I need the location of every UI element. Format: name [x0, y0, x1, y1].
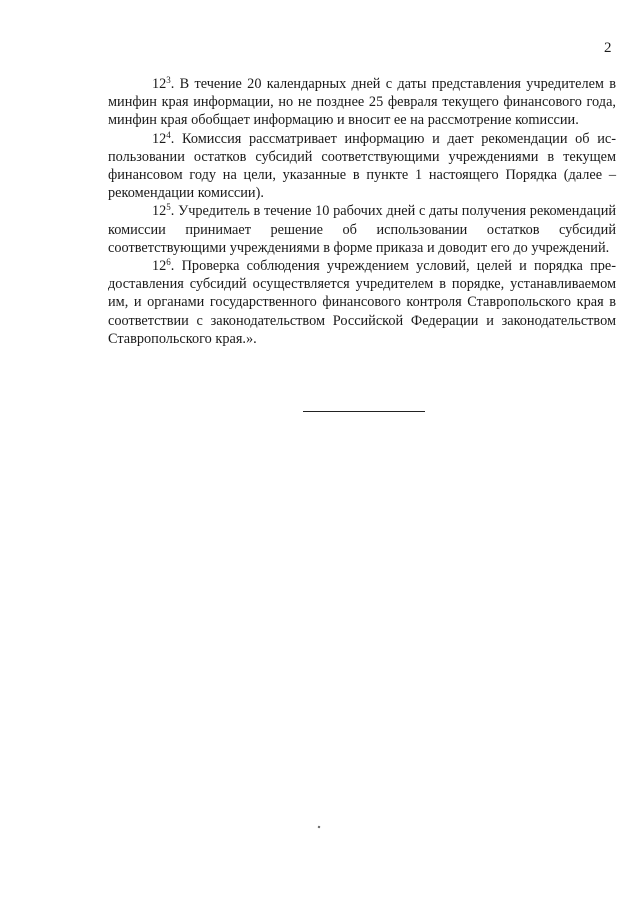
paragraph-text: . В течение 20 календарных дней с даты представления учредителем в минфин края информации, но не позднее 25 февраля текущего финансового года, минфин края обобщает информацию и вносит ее на рассмотрение коmиссии. [108, 76, 616, 129]
page-number: 2 [604, 40, 612, 56]
paragraph-number: 12 [152, 130, 167, 147]
paragraph-12-6 [108, 257, 616, 348]
paragraph-12-4 [108, 130, 616, 203]
paragraph-number: 12 [152, 203, 167, 220]
paragraph-text: . Комиссия рассматривает информацию и дает рекомендации об использовании остатков субсидий соответствующими учреждениями в текущем финансовом году на цели, указанные в пункте 1 настоящего Порядка (далее – рекомендации комиссии). [108, 130, 616, 202]
paragraph-12-5 [108, 202, 616, 257]
paragraph-superscript: 4 [166, 129, 171, 140]
paragraph-superscript: 3 [166, 75, 171, 85]
paragraph-number: 12 [152, 76, 167, 92]
paragraph-text: . Проверка соблюдения учреждением условий, целей и порядка предоставления субсидий осуществляется учредителем в порядке, устанавливаемом им, и органами государственного финансового контроля Ставропольского края в соответствии с законодательством Российской Федерации и законодательством Ставропольского края.». [108, 258, 616, 347]
paragraph-superscript: 6 [166, 257, 171, 268]
paragraph-superscript: 5 [166, 202, 171, 213]
paragraph-number: 12 [152, 258, 167, 275]
document-body [108, 75, 616, 348]
scan-speck [318, 826, 321, 829]
paragraph-12-3 [108, 75, 616, 130]
paragraph-text: . Учредитель в течение 10 рабочих дней с даты получения рекомендаций комиссии принимает решение об использовании остатков субсидий соответствующими учреждениями в форме приказа и доводит его до учреждений. [108, 203, 616, 256]
end-divider-line [303, 411, 425, 412]
